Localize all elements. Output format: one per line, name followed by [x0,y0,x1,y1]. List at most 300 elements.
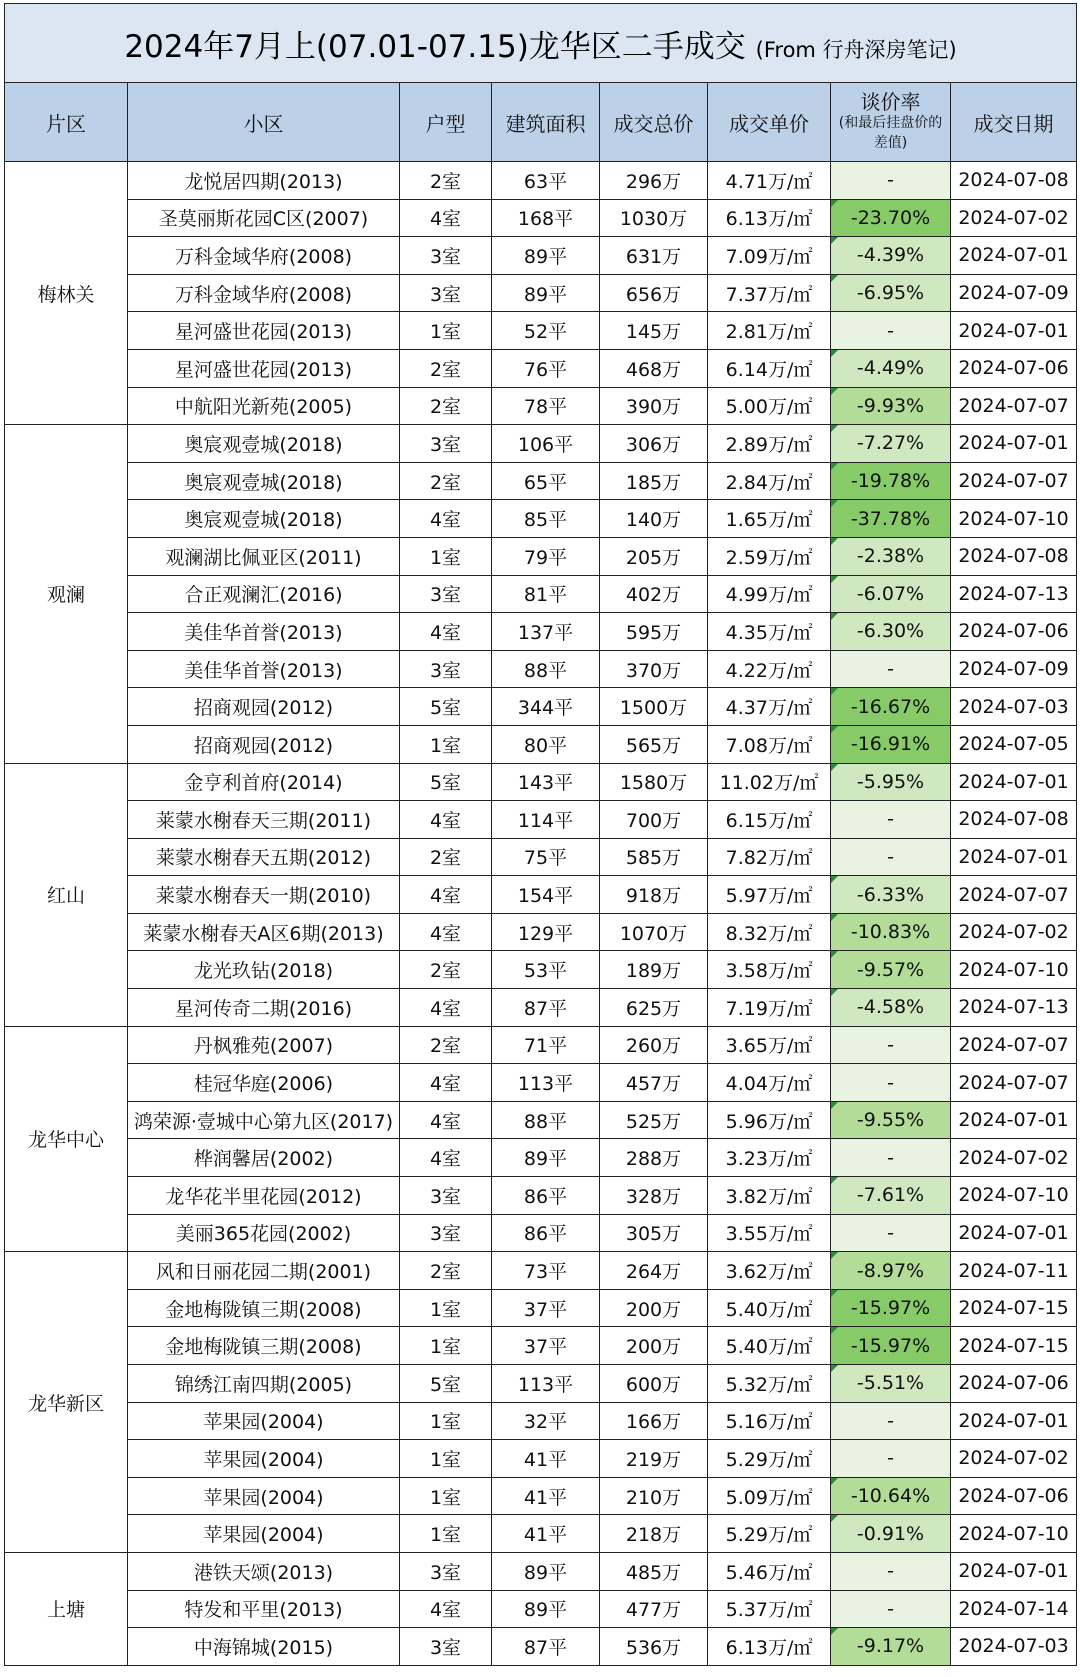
rate-cell: -6.30% [831,613,951,651]
rate-cell: -4.49% [831,349,951,387]
rate-cell: - [831,1064,951,1102]
district-cell: 观澜 [5,425,128,763]
rate-cell: -9.57% [831,951,951,989]
table-row [5,1365,1077,1403]
unit-cell: 5.29万/㎡ [708,1440,831,1478]
unit-cell: 3.58万/㎡ [708,951,831,989]
unit-cell: 6.13万/㎡ [708,199,831,237]
date-cell: 2024-07-07 [951,876,1077,914]
layout-cell: 4室 [400,1590,492,1628]
rate-cell: -6.07% [831,575,951,613]
community-cell: 观澜湖比佩亚区(2011) [128,537,400,575]
rate-cell: - [831,650,951,688]
unit-cell: 8.32万/㎡ [708,913,831,951]
community-cell: 苹果园(2004) [128,1402,400,1440]
date-cell: 2024-07-09 [951,650,1077,688]
date-cell: 2024-07-14 [951,1590,1077,1628]
date-cell: 2024-07-10 [951,951,1077,989]
rate-cell: - [831,1440,951,1478]
total-cell: 631万 [600,237,708,275]
total-cell: 145万 [600,312,708,350]
date-cell: 2024-07-06 [951,349,1077,387]
area-cell: 32平 [492,1402,600,1440]
table-row [5,1252,1077,1290]
sheet-container [4,3,1076,1673]
table-row [5,349,1077,387]
unit-cell: 6.14万/㎡ [708,349,831,387]
layout-cell: 4室 [400,876,492,914]
total-cell: 264万 [600,1252,708,1290]
rate-cell: -15.97% [831,1327,951,1365]
unit-cell: 3.55万/㎡ [708,1214,831,1252]
area-cell: 89平 [492,1552,600,1590]
date-cell: 2024-07-02 [951,199,1077,237]
area-cell: 168平 [492,199,600,237]
date-cell: 2024-07-01 [951,237,1077,275]
district-cell: 梅林关 [5,162,128,425]
unit-cell: 5.32万/㎡ [708,1365,831,1403]
unit-cell: 5.97万/㎡ [708,876,831,914]
layout-cell: 3室 [400,1552,492,1590]
title-note: (From 行舟深房笔记) [755,37,957,62]
layout-cell: 4室 [400,1101,492,1139]
rate-cell: -5.51% [831,1365,951,1403]
total-cell: 390万 [600,387,708,425]
rate-cell: - [831,1139,951,1177]
table-row [5,613,1077,651]
community-cell: 中海锦城(2015) [128,1628,400,1666]
date-cell: 2024-07-01 [951,1214,1077,1252]
layout-cell: 4室 [400,1064,492,1102]
area-cell: 137平 [492,613,600,651]
table-row [5,312,1077,350]
table-row [5,1289,1077,1327]
total-cell: 1500万 [600,688,708,726]
area-cell: 85平 [492,500,600,538]
unit-cell: 11.02万/㎡ [708,763,831,801]
title-main: 2024年7月上(07.01-07.15)龙华区二手成交 [124,28,746,65]
community-cell: 龙光玖钻(2018) [128,951,400,989]
rate-cell: -8.97% [831,1252,951,1290]
layout-cell: 5室 [400,1365,492,1403]
total-cell: 288万 [600,1139,708,1177]
date-cell: 2024-07-01 [951,1552,1077,1590]
date-cell: 2024-07-13 [951,575,1077,613]
area-cell: 344平 [492,688,600,726]
total-cell: 166万 [600,1402,708,1440]
district-cell: 龙华中心 [5,1026,128,1252]
unit-cell: 7.37万/㎡ [708,274,831,312]
area-cell: 41平 [492,1477,600,1515]
layout-cell: 4室 [400,199,492,237]
area-cell: 87平 [492,1628,600,1666]
total-cell: 402万 [600,575,708,613]
unit-cell: 6.15万/㎡ [708,801,831,839]
area-cell: 41平 [492,1515,600,1553]
layout-cell: 1室 [400,1477,492,1515]
unit-cell: 7.19万/㎡ [708,989,831,1027]
community-cell: 合正观澜汇(2016) [128,575,400,613]
table-row [5,801,1077,839]
community-cell: 万科金域华府(2008) [128,237,400,275]
rate-cell: -23.70% [831,199,951,237]
area-cell: 76平 [492,349,600,387]
unit-cell: 5.16万/㎡ [708,1402,831,1440]
rate-cell: -9.17% [831,1628,951,1666]
table-row [5,951,1077,989]
community-cell: 招商观园(2012) [128,725,400,763]
unit-cell: 2.59万/㎡ [708,537,831,575]
nego-note: (和最后挂盘价的差值) [838,115,943,151]
table-row [5,199,1077,237]
area-cell: 88平 [492,1101,600,1139]
transactions-table [4,3,1077,1666]
table-row [5,1477,1077,1515]
table-row [5,1327,1077,1365]
col-header-nego [831,83,951,162]
community-cell: 星河传奇二期(2016) [128,989,400,1027]
total-cell: 200万 [600,1289,708,1327]
rate-cell: -7.61% [831,1177,951,1215]
table-row [5,1214,1077,1252]
unit-cell: 2.81万/㎡ [708,312,831,350]
col-header-area: 建筑面积 [492,83,600,162]
layout-cell: 4室 [400,989,492,1027]
total-cell: 656万 [600,274,708,312]
table-row [5,425,1077,463]
rate-cell: - [831,1214,951,1252]
rate-cell: -10.64% [831,1477,951,1515]
unit-cell: 2.84万/㎡ [708,462,831,500]
table-row [5,537,1077,575]
community-cell: 苹果园(2004) [128,1477,400,1515]
area-cell: 73平 [492,1252,600,1290]
unit-cell: 5.40万/㎡ [708,1327,831,1365]
community-cell: 丹枫雅苑(2007) [128,1026,400,1064]
table-row [5,1026,1077,1064]
layout-cell: 1室 [400,1402,492,1440]
total-cell: 1030万 [600,199,708,237]
unit-cell: 7.09万/㎡ [708,237,831,275]
table-row [5,1590,1077,1628]
unit-cell: 1.65万/㎡ [708,500,831,538]
community-cell: 风和日丽花园二期(2001) [128,1252,400,1290]
total-cell: 296万 [600,162,708,200]
rate-cell: - [831,1402,951,1440]
rate-cell: - [831,1590,951,1628]
table-row [5,1628,1077,1666]
total-cell: 585万 [600,838,708,876]
date-cell: 2024-07-07 [951,462,1077,500]
layout-cell: 1室 [400,537,492,575]
area-cell: 154平 [492,876,600,914]
area-cell: 86平 [492,1177,600,1215]
area-cell: 80平 [492,725,600,763]
table-row [5,274,1077,312]
community-cell: 莱蒙水榭春天A区6期(2013) [128,913,400,951]
layout-cell: 3室 [400,237,492,275]
layout-cell: 5室 [400,763,492,801]
total-cell: 260万 [600,1026,708,1064]
date-cell: 2024-07-01 [951,1402,1077,1440]
area-cell: 114平 [492,801,600,839]
total-cell: 525万 [600,1101,708,1139]
layout-cell: 1室 [400,312,492,350]
rate-cell: -19.78% [831,462,951,500]
table-row [5,1552,1077,1590]
total-cell: 219万 [600,1440,708,1478]
total-cell: 918万 [600,876,708,914]
total-cell: 185万 [600,462,708,500]
date-cell: 2024-07-10 [951,500,1077,538]
total-cell: 205万 [600,537,708,575]
table-row [5,462,1077,500]
date-cell: 2024-07-02 [951,1440,1077,1478]
nego-label: 谈价率 [860,90,921,114]
total-cell: 565万 [600,725,708,763]
rate-cell: -6.95% [831,274,951,312]
layout-cell: 2室 [400,162,492,200]
area-cell: 63平 [492,162,600,200]
layout-cell: 2室 [400,387,492,425]
date-cell: 2024-07-08 [951,162,1077,200]
community-cell: 金地梅陇镇三期(2008) [128,1327,400,1365]
date-cell: 2024-07-03 [951,1628,1077,1666]
unit-cell: 4.04万/㎡ [708,1064,831,1102]
unit-cell: 5.29万/㎡ [708,1515,831,1553]
layout-cell: 2室 [400,951,492,989]
total-cell: 370万 [600,650,708,688]
total-cell: 305万 [600,1214,708,1252]
community-cell: 奥宸观壹城(2018) [128,500,400,538]
rate-cell: - [831,312,951,350]
community-cell: 龙悦居四期(2013) [128,162,400,200]
community-cell: 苹果园(2004) [128,1440,400,1478]
unit-cell: 7.82万/㎡ [708,838,831,876]
table-row [5,1177,1077,1215]
area-cell: 37平 [492,1327,600,1365]
community-cell: 鸿荣源·壹城中心第九区(2017) [128,1101,400,1139]
layout-cell: 1室 [400,725,492,763]
layout-cell: 3室 [400,650,492,688]
table-row [5,162,1077,200]
rate-cell: - [831,838,951,876]
unit-cell: 4.71万/㎡ [708,162,831,200]
layout-cell: 3室 [400,1214,492,1252]
date-cell: 2024-07-13 [951,989,1077,1027]
district-cell: 龙华新区 [5,1252,128,1553]
rate-cell: -4.58% [831,989,951,1027]
date-cell: 2024-07-10 [951,1515,1077,1553]
date-cell: 2024-07-06 [951,613,1077,651]
community-cell: 招商观园(2012) [128,688,400,726]
layout-cell: 2室 [400,1026,492,1064]
community-cell: 莱蒙水榭春天一期(2010) [128,876,400,914]
layout-cell: 1室 [400,1515,492,1553]
rate-cell: -5.95% [831,763,951,801]
date-cell: 2024-07-07 [951,1064,1077,1102]
table-row [5,575,1077,613]
total-cell: 536万 [600,1628,708,1666]
community-cell: 龙华花半里花园(2012) [128,1177,400,1215]
community-cell: 港铁天颂(2013) [128,1552,400,1590]
table-row [5,500,1077,538]
total-cell: 140万 [600,500,708,538]
date-cell: 2024-07-07 [951,1026,1077,1064]
rate-cell: - [831,1026,951,1064]
date-cell: 2024-07-08 [951,537,1077,575]
unit-cell: 7.08万/㎡ [708,725,831,763]
area-cell: 88平 [492,650,600,688]
community-cell: 美丽365花园(2002) [128,1214,400,1252]
rate-cell: - [831,1552,951,1590]
col-header-district: 片区 [5,83,128,162]
total-cell: 625万 [600,989,708,1027]
area-cell: 143平 [492,763,600,801]
area-cell: 86平 [492,1214,600,1252]
district-cell: 上塘 [5,1552,128,1665]
community-cell: 万科金域华府(2008) [128,274,400,312]
unit-cell: 5.40万/㎡ [708,1289,831,1327]
date-cell: 2024-07-03 [951,688,1077,726]
rate-cell: -7.27% [831,425,951,463]
rate-cell: -16.67% [831,688,951,726]
community-cell: 莱蒙水榭春天三期(2011) [128,801,400,839]
area-cell: 52平 [492,312,600,350]
unit-cell: 5.37万/㎡ [708,1590,831,1628]
area-cell: 89平 [492,274,600,312]
date-cell: 2024-07-10 [951,1177,1077,1215]
rate-cell: -9.93% [831,387,951,425]
area-cell: 89平 [492,1139,600,1177]
table-row [5,1101,1077,1139]
total-cell: 600万 [600,1365,708,1403]
community-cell: 桦润馨居(2002) [128,1139,400,1177]
date-cell: 2024-07-01 [951,425,1077,463]
total-cell: 595万 [600,613,708,651]
area-cell: 129平 [492,913,600,951]
date-cell: 2024-07-02 [951,1139,1077,1177]
table-row [5,1440,1077,1478]
total-cell: 218万 [600,1515,708,1553]
date-cell: 2024-07-07 [951,387,1077,425]
community-cell: 莱蒙水榭春天五期(2012) [128,838,400,876]
table-row [5,237,1077,275]
community-cell: 苹果园(2004) [128,1515,400,1553]
date-cell: 2024-07-01 [951,763,1077,801]
unit-cell: 3.23万/㎡ [708,1139,831,1177]
col-header-date: 成交日期 [951,83,1077,162]
rate-cell: -10.83% [831,913,951,951]
layout-cell: 2室 [400,462,492,500]
table-row [5,1139,1077,1177]
date-cell: 2024-07-05 [951,725,1077,763]
col-header-layout: 户型 [400,83,492,162]
layout-cell: 3室 [400,425,492,463]
layout-cell: 1室 [400,1327,492,1365]
rate-cell: -2.38% [831,537,951,575]
col-header-community: 小区 [128,83,400,162]
date-cell: 2024-07-11 [951,1252,1077,1290]
total-cell: 457万 [600,1064,708,1102]
area-cell: 113平 [492,1064,600,1102]
area-cell: 113平 [492,1365,600,1403]
table-row [5,725,1077,763]
table-row [5,688,1077,726]
rate-cell: -37.78% [831,500,951,538]
date-cell: 2024-07-09 [951,274,1077,312]
layout-cell: 4室 [400,613,492,651]
community-cell: 桂冠华庭(2006) [128,1064,400,1102]
layout-cell: 3室 [400,575,492,613]
unit-cell: 6.13万/㎡ [708,1628,831,1666]
area-cell: 41平 [492,1440,600,1478]
layout-cell: 3室 [400,1177,492,1215]
area-cell: 65平 [492,462,600,500]
community-cell: 奥宸观壹城(2018) [128,462,400,500]
total-cell: 210万 [600,1477,708,1515]
district-cell: 红山 [5,763,128,1026]
total-cell: 328万 [600,1177,708,1215]
table-row [5,913,1077,951]
rate-cell: -0.91% [831,1515,951,1553]
table-row [5,876,1077,914]
unit-cell: 5.46万/㎡ [708,1552,831,1590]
rate-cell: - [831,162,951,200]
table-row [5,1064,1077,1102]
rate-cell: -15.97% [831,1289,951,1327]
community-cell: 星河盛世花园(2013) [128,349,400,387]
community-cell: 美佳华首誉(2013) [128,613,400,651]
community-cell: 奥宸观壹城(2018) [128,425,400,463]
total-cell: 200万 [600,1327,708,1365]
rate-cell: - [831,801,951,839]
table-row [5,1402,1077,1440]
date-cell: 2024-07-01 [951,1101,1077,1139]
date-cell: 2024-07-06 [951,1365,1077,1403]
area-cell: 81平 [492,575,600,613]
date-cell: 2024-07-01 [951,838,1077,876]
unit-cell: 4.22万/㎡ [708,650,831,688]
layout-cell: 3室 [400,1628,492,1666]
table-title [5,4,1077,83]
date-cell: 2024-07-06 [951,1477,1077,1515]
area-cell: 89平 [492,237,600,275]
unit-cell: 4.35万/㎡ [708,613,831,651]
table-row [5,838,1077,876]
table-row [5,387,1077,425]
date-cell: 2024-07-15 [951,1327,1077,1365]
date-cell: 2024-07-02 [951,913,1077,951]
layout-cell: 5室 [400,688,492,726]
table-row [5,1515,1077,1553]
table-row [5,650,1077,688]
layout-cell: 2室 [400,1252,492,1290]
area-cell: 87平 [492,989,600,1027]
unit-cell: 5.00万/㎡ [708,387,831,425]
layout-cell: 2室 [400,838,492,876]
table-row [5,763,1077,801]
total-cell: 189万 [600,951,708,989]
col-header-unit: 成交单价 [708,83,831,162]
area-cell: 79平 [492,537,600,575]
layout-cell: 1室 [400,1440,492,1478]
total-cell: 1580万 [600,763,708,801]
area-cell: 37平 [492,1289,600,1327]
date-cell: 2024-07-08 [951,801,1077,839]
unit-cell: 4.37万/㎡ [708,688,831,726]
layout-cell: 4室 [400,913,492,951]
